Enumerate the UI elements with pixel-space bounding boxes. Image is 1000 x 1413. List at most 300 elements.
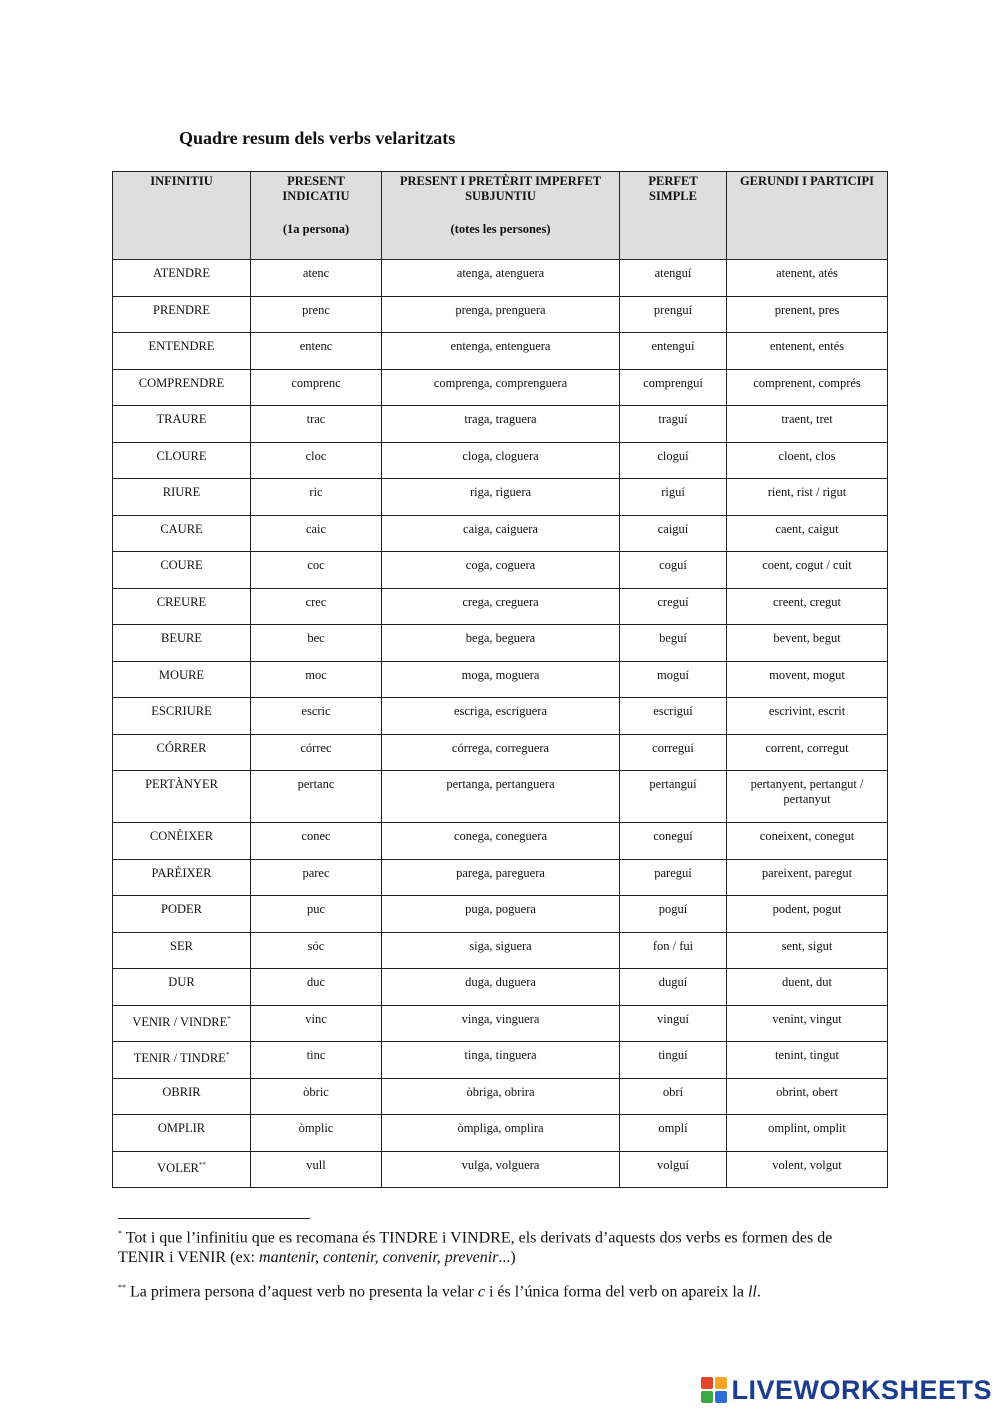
cell-subjuntiu-text: òbriga, obrira xyxy=(466,1084,535,1099)
cell-subjuntiu-text: duga, duguera xyxy=(465,975,536,989)
cell-gerundi-participi xyxy=(727,296,888,333)
cell-infinitiu xyxy=(113,406,251,443)
cell-present-indicatiu-text: vinc xyxy=(305,1011,327,1026)
cell-gerundi-participi-text: entenent, entés xyxy=(769,339,845,353)
cell-perfet-simple-text: fon / fui xyxy=(652,938,694,953)
cell-perfet-simple-text: coguí xyxy=(659,558,687,572)
cell-subjuntiu-text: parega, pareguera xyxy=(456,865,545,880)
cell-perfet-simple-text: escriguí xyxy=(653,704,693,718)
cell-perfet-simple xyxy=(620,552,727,589)
table-row xyxy=(113,552,888,589)
table-row xyxy=(113,969,888,1006)
table-row xyxy=(113,369,888,406)
cell-gerundi-participi-text: volent, volgut xyxy=(772,1157,842,1172)
cell-subjuntiu xyxy=(382,260,620,297)
cell-infinitiu-text: PODER xyxy=(161,902,202,916)
cell-gerundi-participi xyxy=(727,260,888,297)
cell-perfet-simple-text: caiguí xyxy=(657,521,689,536)
cell-perfet-simple xyxy=(620,969,727,1006)
footnote-italic: mantenir, contenir, convenir, prevenir xyxy=(259,1249,499,1267)
cell-subjuntiu-text: escriga, escriguera xyxy=(454,704,547,718)
cell-subjuntiu-text: riga, riguera xyxy=(469,485,532,499)
cell-infinitiu-text: CREURE xyxy=(156,594,207,609)
cell-perfet-simple xyxy=(620,661,727,698)
cell-present-indicatiu-text: caic xyxy=(305,521,327,536)
liveworksheets-logo-icon xyxy=(701,1377,727,1403)
cell-present-indicatiu-text: escric xyxy=(301,704,331,718)
table-row xyxy=(113,625,888,662)
cell-infinitiu xyxy=(113,661,251,698)
cell-perfet-simple-text: poguí xyxy=(658,902,688,916)
table-row xyxy=(113,698,888,735)
cell-subjuntiu-text: comprenga, comprenguera xyxy=(433,375,568,390)
cell-gerundi-participi-text: podent, pogut xyxy=(772,902,842,916)
cell-subjuntiu xyxy=(382,1042,620,1079)
cell-present-indicatiu xyxy=(251,588,382,625)
cell-gerundi-participi xyxy=(727,1078,888,1115)
cell-infinitiu-text: CÓRRER xyxy=(156,740,207,755)
table-row xyxy=(113,1042,888,1079)
cell-present-indicatiu-text: coc xyxy=(307,558,325,572)
cell-perfet-simple xyxy=(620,369,727,406)
cell-infinitiu-text: SER xyxy=(170,938,193,953)
cell-gerundi-participi xyxy=(727,1151,888,1188)
cell-present-indicatiu-text: duc xyxy=(306,975,326,989)
cell-gerundi-participi xyxy=(727,969,888,1006)
cell-subjuntiu xyxy=(382,625,620,662)
cell-perfet-simple xyxy=(620,896,727,933)
cell-infinitiu-text: PERTÀNYER xyxy=(145,777,218,791)
cell-gerundi-participi-text: atenent, atés xyxy=(776,266,838,280)
cell-infinitiu xyxy=(113,771,251,823)
table-row xyxy=(113,896,888,933)
cell-present-indicatiu xyxy=(251,896,382,933)
header-label: INFINITIU xyxy=(150,174,213,188)
cell-present-indicatiu-text: córrec xyxy=(300,740,332,755)
cell-perfet-simple-text: vinguí xyxy=(657,1011,689,1026)
cell-perfet-simple-text: comprenguí xyxy=(643,375,703,390)
cell-perfet-simple-text: cloguí xyxy=(657,448,689,463)
cell-gerundi-participi xyxy=(727,896,888,933)
cell-perfet-simple-text: tinguí xyxy=(658,1048,688,1062)
cell-gerundi-participi xyxy=(727,932,888,969)
table-row xyxy=(113,932,888,969)
cell-perfet-simple xyxy=(620,1078,727,1115)
header-subjuntiu xyxy=(382,172,620,260)
cell-infinitiu-text: CLOURE xyxy=(156,448,207,463)
cell-subjuntiu xyxy=(382,333,620,370)
header-sublabel: (totes les persones) xyxy=(450,222,551,236)
cell-infinitiu-text: BEURE xyxy=(161,631,202,645)
cell-subjuntiu-text: bega, beguera xyxy=(465,631,536,645)
cell-perfet-simple xyxy=(620,734,727,771)
cell-perfet-simple xyxy=(620,771,727,823)
cell-perfet-simple xyxy=(620,698,727,735)
brand-name: LIVEWORKSHEETS xyxy=(731,1374,992,1405)
cell-subjuntiu xyxy=(382,1115,620,1152)
cell-perfet-simple xyxy=(620,823,727,860)
table-row xyxy=(113,333,888,370)
cell-subjuntiu-text: caiga, caiguera xyxy=(463,521,538,536)
cell-perfet-simple-text: creguí xyxy=(657,594,689,609)
cell-gerundi-participi-text: duent, dut xyxy=(782,975,832,989)
cell-infinitiu-text: OMPLIR xyxy=(157,1121,206,1135)
cell-gerundi-participi xyxy=(727,1115,888,1152)
cell-infinitiu xyxy=(113,1005,251,1042)
cell-present-indicatiu xyxy=(251,515,382,552)
cell-present-indicatiu-text: trac xyxy=(306,412,326,426)
cell-gerundi-participi xyxy=(727,515,888,552)
cell-infinitiu xyxy=(113,296,251,333)
cell-subjuntiu-text: atenga, atenguera xyxy=(456,266,545,280)
cell-infinitiu-text: CONÈIXER xyxy=(149,829,214,843)
cell-present-indicatiu-text: tinc xyxy=(306,1048,326,1062)
footnote-italic: c xyxy=(477,1283,485,1301)
table-row xyxy=(113,771,888,823)
table-row xyxy=(113,823,888,860)
cell-present-indicatiu-text: conec xyxy=(301,829,331,843)
page-title: Quadre resum dels verbs velaritzats xyxy=(179,128,456,148)
footnote-divider xyxy=(118,1218,310,1219)
cell-infinitiu xyxy=(113,1078,251,1115)
cell-present-indicatiu-text: ric xyxy=(309,485,323,499)
cell-gerundi-participi xyxy=(727,1005,888,1042)
cell-subjuntiu xyxy=(382,932,620,969)
cell-gerundi-participi xyxy=(727,442,888,479)
cell-perfet-simple xyxy=(620,588,727,625)
cell-perfet-simple-text: prenguí xyxy=(653,302,693,317)
cell-perfet-simple xyxy=(620,479,727,516)
cell-present-indicatiu xyxy=(251,969,382,1006)
cell-gerundi-participi-text: traent, tret xyxy=(781,412,833,426)
cell-gerundi-participi xyxy=(727,823,888,860)
footnote-reference: * xyxy=(225,1051,230,1059)
cell-perfet-simple xyxy=(620,1042,727,1079)
footnote-end: . xyxy=(756,1283,761,1301)
header-label: GERUNDI I PARTICIPI xyxy=(739,174,875,188)
cell-gerundi-participi xyxy=(727,859,888,896)
cell-present-indicatiu xyxy=(251,1115,382,1152)
cell-present-indicatiu-text: òmplic xyxy=(298,1121,334,1135)
cell-present-indicatiu-text: vull xyxy=(306,1157,326,1172)
footnote-2 xyxy=(118,1278,878,1302)
cell-gerundi-participi-text: bevent, begut xyxy=(773,631,841,645)
cell-infinitiu xyxy=(113,859,251,896)
cell-gerundi-participi xyxy=(727,734,888,771)
cell-infinitiu-text: TENIR / TINDRE xyxy=(133,1051,226,1066)
cell-infinitiu xyxy=(113,896,251,933)
cell-perfet-simple xyxy=(620,625,727,662)
cell-infinitiu xyxy=(113,1151,251,1188)
cell-present-indicatiu-text: atenc xyxy=(302,266,330,280)
cell-subjuntiu xyxy=(382,369,620,406)
cell-gerundi-participi-text: tenint, tingut xyxy=(775,1048,839,1062)
cell-perfet-simple xyxy=(620,406,727,443)
cell-perfet-simple-text: pertanguí xyxy=(649,777,697,791)
cell-subjuntiu-text: córrega, correguera xyxy=(451,740,550,755)
cell-present-indicatiu-text: òbric xyxy=(303,1084,329,1099)
cell-subjuntiu-text: siga, siguera xyxy=(469,938,532,953)
cell-present-indicatiu xyxy=(251,552,382,589)
cell-present-indicatiu xyxy=(251,661,382,698)
table-row xyxy=(113,734,888,771)
cell-infinitiu xyxy=(113,442,251,479)
footnote-text: La primera persona d’aquest verb no presenta la velar xyxy=(130,1283,478,1301)
cell-perfet-simple xyxy=(620,859,727,896)
cell-subjuntiu xyxy=(382,698,620,735)
cell-subjuntiu xyxy=(382,1151,620,1188)
cell-present-indicatiu-text: sóc xyxy=(307,938,325,953)
cell-subjuntiu xyxy=(382,406,620,443)
cell-perfet-simple-text: correguí xyxy=(652,740,694,755)
cell-perfet-simple xyxy=(620,296,727,333)
cell-present-indicatiu xyxy=(251,734,382,771)
cell-present-indicatiu xyxy=(251,442,382,479)
cell-perfet-simple-text: beguí xyxy=(659,631,687,645)
cell-present-indicatiu xyxy=(251,369,382,406)
cell-infinitiu-text: COMPRENDRE xyxy=(138,375,225,390)
cell-present-indicatiu-text: prenc xyxy=(302,302,330,317)
logo-square xyxy=(701,1391,713,1403)
cell-perfet-simple-text: riguí xyxy=(661,485,685,499)
cell-infinitiu xyxy=(113,932,251,969)
cell-present-indicatiu-text: comprenc xyxy=(291,375,341,390)
footnote-italic: ll xyxy=(747,1283,757,1301)
cell-perfet-simple-text: coneguí xyxy=(653,829,693,843)
table-row xyxy=(113,260,888,297)
cell-infinitiu xyxy=(113,625,251,662)
cell-present-indicatiu xyxy=(251,333,382,370)
cell-perfet-simple-text: moguí xyxy=(657,667,689,682)
cell-perfet-simple xyxy=(620,442,727,479)
cell-perfet-simple-text: omplí xyxy=(658,1121,688,1135)
footnote-text: i és l’única forma del verb on apareix la xyxy=(484,1283,748,1301)
cell-infinitiu xyxy=(113,515,251,552)
cell-subjuntiu-text: conega, coneguera xyxy=(454,829,547,843)
cell-infinitiu xyxy=(113,333,251,370)
cell-subjuntiu-text: prenga, prenguera xyxy=(455,302,546,317)
cell-perfet-simple-text: entenguí xyxy=(651,339,695,353)
cell-infinitiu xyxy=(113,698,251,735)
cell-present-indicatiu xyxy=(251,859,382,896)
cell-present-indicatiu xyxy=(251,1151,382,1188)
cell-gerundi-participi xyxy=(727,625,888,662)
table-row xyxy=(113,296,888,333)
cell-infinitiu xyxy=(113,479,251,516)
cell-subjuntiu xyxy=(382,296,620,333)
cell-gerundi-participi-text: pertanyent, pertangut / pertanyut xyxy=(750,777,864,806)
cell-gerundi-participi xyxy=(727,698,888,735)
cell-infinitiu-text: PARÈIXER xyxy=(151,865,212,880)
cell-infinitiu-text: VOLER xyxy=(157,1160,199,1175)
table-row xyxy=(113,406,888,443)
cell-subjuntiu xyxy=(382,442,620,479)
cell-gerundi-participi-text: sent, sigut xyxy=(781,938,833,953)
cell-gerundi-participi-text: obrint, obert xyxy=(776,1084,838,1099)
cell-infinitiu-text: RIURE xyxy=(162,485,201,499)
cell-subjuntiu-text: tinga, tinguera xyxy=(464,1048,537,1062)
table-row xyxy=(113,515,888,552)
cell-perfet-simple xyxy=(620,260,727,297)
cell-present-indicatiu xyxy=(251,1078,382,1115)
cell-perfet-simple-text: pareguí xyxy=(654,865,692,880)
table-row xyxy=(113,479,888,516)
cell-infinitiu-text: DUR xyxy=(168,975,195,989)
logo-square xyxy=(715,1377,727,1389)
cell-perfet-simple-text: traguí xyxy=(658,412,688,426)
table-body xyxy=(113,260,888,1188)
table-row xyxy=(113,859,888,896)
cell-subjuntiu-text: coga, coguera xyxy=(465,558,536,572)
cell-infinitiu-text: CAURE xyxy=(160,521,203,536)
cell-infinitiu xyxy=(113,552,251,589)
footnote-reference: ** xyxy=(198,1160,206,1169)
cell-infinitiu-text: ESCRIURE xyxy=(151,704,212,718)
footnote-marker: ** xyxy=(118,1283,126,1293)
cell-gerundi-participi-text: coent, cogut / cuit xyxy=(762,558,852,572)
footnote-1 xyxy=(118,1224,878,1268)
cell-present-indicatiu xyxy=(251,932,382,969)
cell-infinitiu xyxy=(113,734,251,771)
cell-present-indicatiu xyxy=(251,771,382,823)
cell-subjuntiu xyxy=(382,588,620,625)
cell-infinitiu xyxy=(113,260,251,297)
table-row xyxy=(113,661,888,698)
cell-subjuntiu xyxy=(382,515,620,552)
cell-subjuntiu xyxy=(382,734,620,771)
cell-infinitiu-text: OBRIR xyxy=(162,1084,201,1099)
liveworksheets-brand[interactable] xyxy=(701,1373,992,1407)
cell-present-indicatiu-text: moc xyxy=(305,667,327,682)
cell-perfet-simple xyxy=(620,1115,727,1152)
cell-subjuntiu xyxy=(382,771,620,823)
cell-infinitiu-text: ENTENDRE xyxy=(148,339,215,353)
cell-present-indicatiu-text: parec xyxy=(302,865,330,880)
cell-subjuntiu xyxy=(382,823,620,860)
cell-subjuntiu-text: entenga, entenguera xyxy=(450,339,551,353)
cell-perfet-simple xyxy=(620,1151,727,1188)
footnote-marker: * xyxy=(118,1229,122,1238)
table-row xyxy=(113,588,888,625)
cell-present-indicatiu xyxy=(251,260,382,297)
cell-infinitiu xyxy=(113,369,251,406)
cell-gerundi-participi-text: escrivint, escrit xyxy=(768,704,846,718)
cell-infinitiu-text: VENIR / VINDRE xyxy=(132,1014,228,1029)
cell-gerundi-participi xyxy=(727,369,888,406)
cell-gerundi-participi-text: cloent, clos xyxy=(778,448,836,463)
cell-gerundi-participi xyxy=(727,479,888,516)
cell-infinitiu xyxy=(113,823,251,860)
cell-perfet-simple xyxy=(620,333,727,370)
cell-subjuntiu-text: puga, poguera xyxy=(465,902,536,916)
cell-infinitiu xyxy=(113,969,251,1006)
cell-subjuntiu xyxy=(382,1005,620,1042)
cell-gerundi-participi xyxy=(727,552,888,589)
cell-gerundi-participi-text: omplint, omplit xyxy=(768,1121,846,1135)
cell-perfet-simple xyxy=(620,515,727,552)
table-row xyxy=(113,1151,888,1188)
cell-gerundi-participi xyxy=(727,333,888,370)
header-label: PRESENT INDICATIU xyxy=(282,174,350,203)
cell-gerundi-participi xyxy=(727,771,888,823)
cell-subjuntiu xyxy=(382,661,620,698)
table-row xyxy=(113,442,888,479)
footnote-text: Tot i que l’infinitiu que es recomana és TINDRE i VINDRE, els derivats d’aquests dos verbs es formen des de TENIR i VENIR (ex: xyxy=(118,1229,833,1267)
cell-present-indicatiu-text: pertanc xyxy=(297,777,335,791)
cell-present-indicatiu-text: crec xyxy=(305,594,327,609)
cell-gerundi-participi-text: movent, mogut xyxy=(769,667,845,682)
cell-infinitiu-text: PRENDRE xyxy=(153,302,210,317)
table-header-row xyxy=(113,172,888,260)
cell-gerundi-participi-text: creent, cregut xyxy=(772,594,841,609)
cell-gerundi-participi xyxy=(727,661,888,698)
cell-gerundi-participi xyxy=(727,1042,888,1079)
cell-present-indicatiu xyxy=(251,1042,382,1079)
cell-subjuntiu-text: cloga, cloguera xyxy=(462,448,539,463)
cell-subjuntiu xyxy=(382,1078,620,1115)
cell-perfet-simple-text: atenguí xyxy=(654,266,692,280)
cell-infinitiu-text: COURE xyxy=(160,558,203,572)
cell-present-indicatiu-text: entenc xyxy=(299,339,333,353)
cell-infinitiu-text: TRAURE xyxy=(156,412,207,426)
cell-subjuntiu-text: vinga, vinguera xyxy=(461,1011,540,1026)
cell-infinitiu xyxy=(113,588,251,625)
table-row xyxy=(113,1078,888,1115)
cell-infinitiu xyxy=(113,1115,251,1152)
cell-subjuntiu-text: moga, moguera xyxy=(461,667,540,682)
cell-subjuntiu-text: traga, traguera xyxy=(464,412,537,426)
cell-gerundi-participi-text: coneixent, conegut xyxy=(759,829,855,843)
logo-square xyxy=(715,1391,727,1403)
header-present-indicatiu xyxy=(251,172,382,260)
verbs-table xyxy=(112,171,888,1188)
cell-gerundi-participi-text: corrent, corregut xyxy=(765,740,849,755)
table-row xyxy=(113,1005,888,1042)
cell-subjuntiu xyxy=(382,859,620,896)
cell-gerundi-participi-text: comprenent, comprés xyxy=(753,375,861,390)
header-label: PRESENT I PRETÈRIT IMPERFET SUBJUNTIU xyxy=(399,174,602,203)
cell-subjuntiu xyxy=(382,896,620,933)
cell-present-indicatiu xyxy=(251,698,382,735)
cell-present-indicatiu-text: puc xyxy=(306,902,326,916)
cell-subjuntiu-text: òmpliga, omplira xyxy=(457,1121,544,1135)
table-row xyxy=(113,1115,888,1152)
cell-present-indicatiu xyxy=(251,479,382,516)
cell-subjuntiu xyxy=(382,552,620,589)
cell-present-indicatiu xyxy=(251,406,382,443)
cell-perfet-simple xyxy=(620,1005,727,1042)
cell-subjuntiu-text: crega, creguera xyxy=(462,594,539,609)
footnotes xyxy=(118,1224,878,1303)
cell-gerundi-participi-text: rient, rist / rigut xyxy=(767,485,847,499)
cell-perfet-simple-text: obrí xyxy=(662,1084,684,1099)
cell-present-indicatiu xyxy=(251,1005,382,1042)
cell-subjuntiu xyxy=(382,479,620,516)
cell-infinitiu-text: ATENDRE xyxy=(153,266,210,280)
logo-square xyxy=(701,1377,713,1389)
cell-gerundi-participi-text: caent, caigut xyxy=(775,521,839,536)
cell-perfet-simple-text: duguí xyxy=(658,975,688,989)
cell-gerundi-participi xyxy=(727,406,888,443)
cell-perfet-simple xyxy=(620,932,727,969)
cell-subjuntiu-text: vulga, volguera xyxy=(461,1157,540,1172)
cell-present-indicatiu xyxy=(251,625,382,662)
footnote-end: ...) xyxy=(498,1249,516,1267)
cell-infinitiu xyxy=(113,1042,251,1079)
cell-gerundi-participi-text: venint, vingut xyxy=(772,1011,842,1026)
footnote-reference: * xyxy=(227,1014,231,1023)
header-perfet-simple xyxy=(620,172,727,260)
